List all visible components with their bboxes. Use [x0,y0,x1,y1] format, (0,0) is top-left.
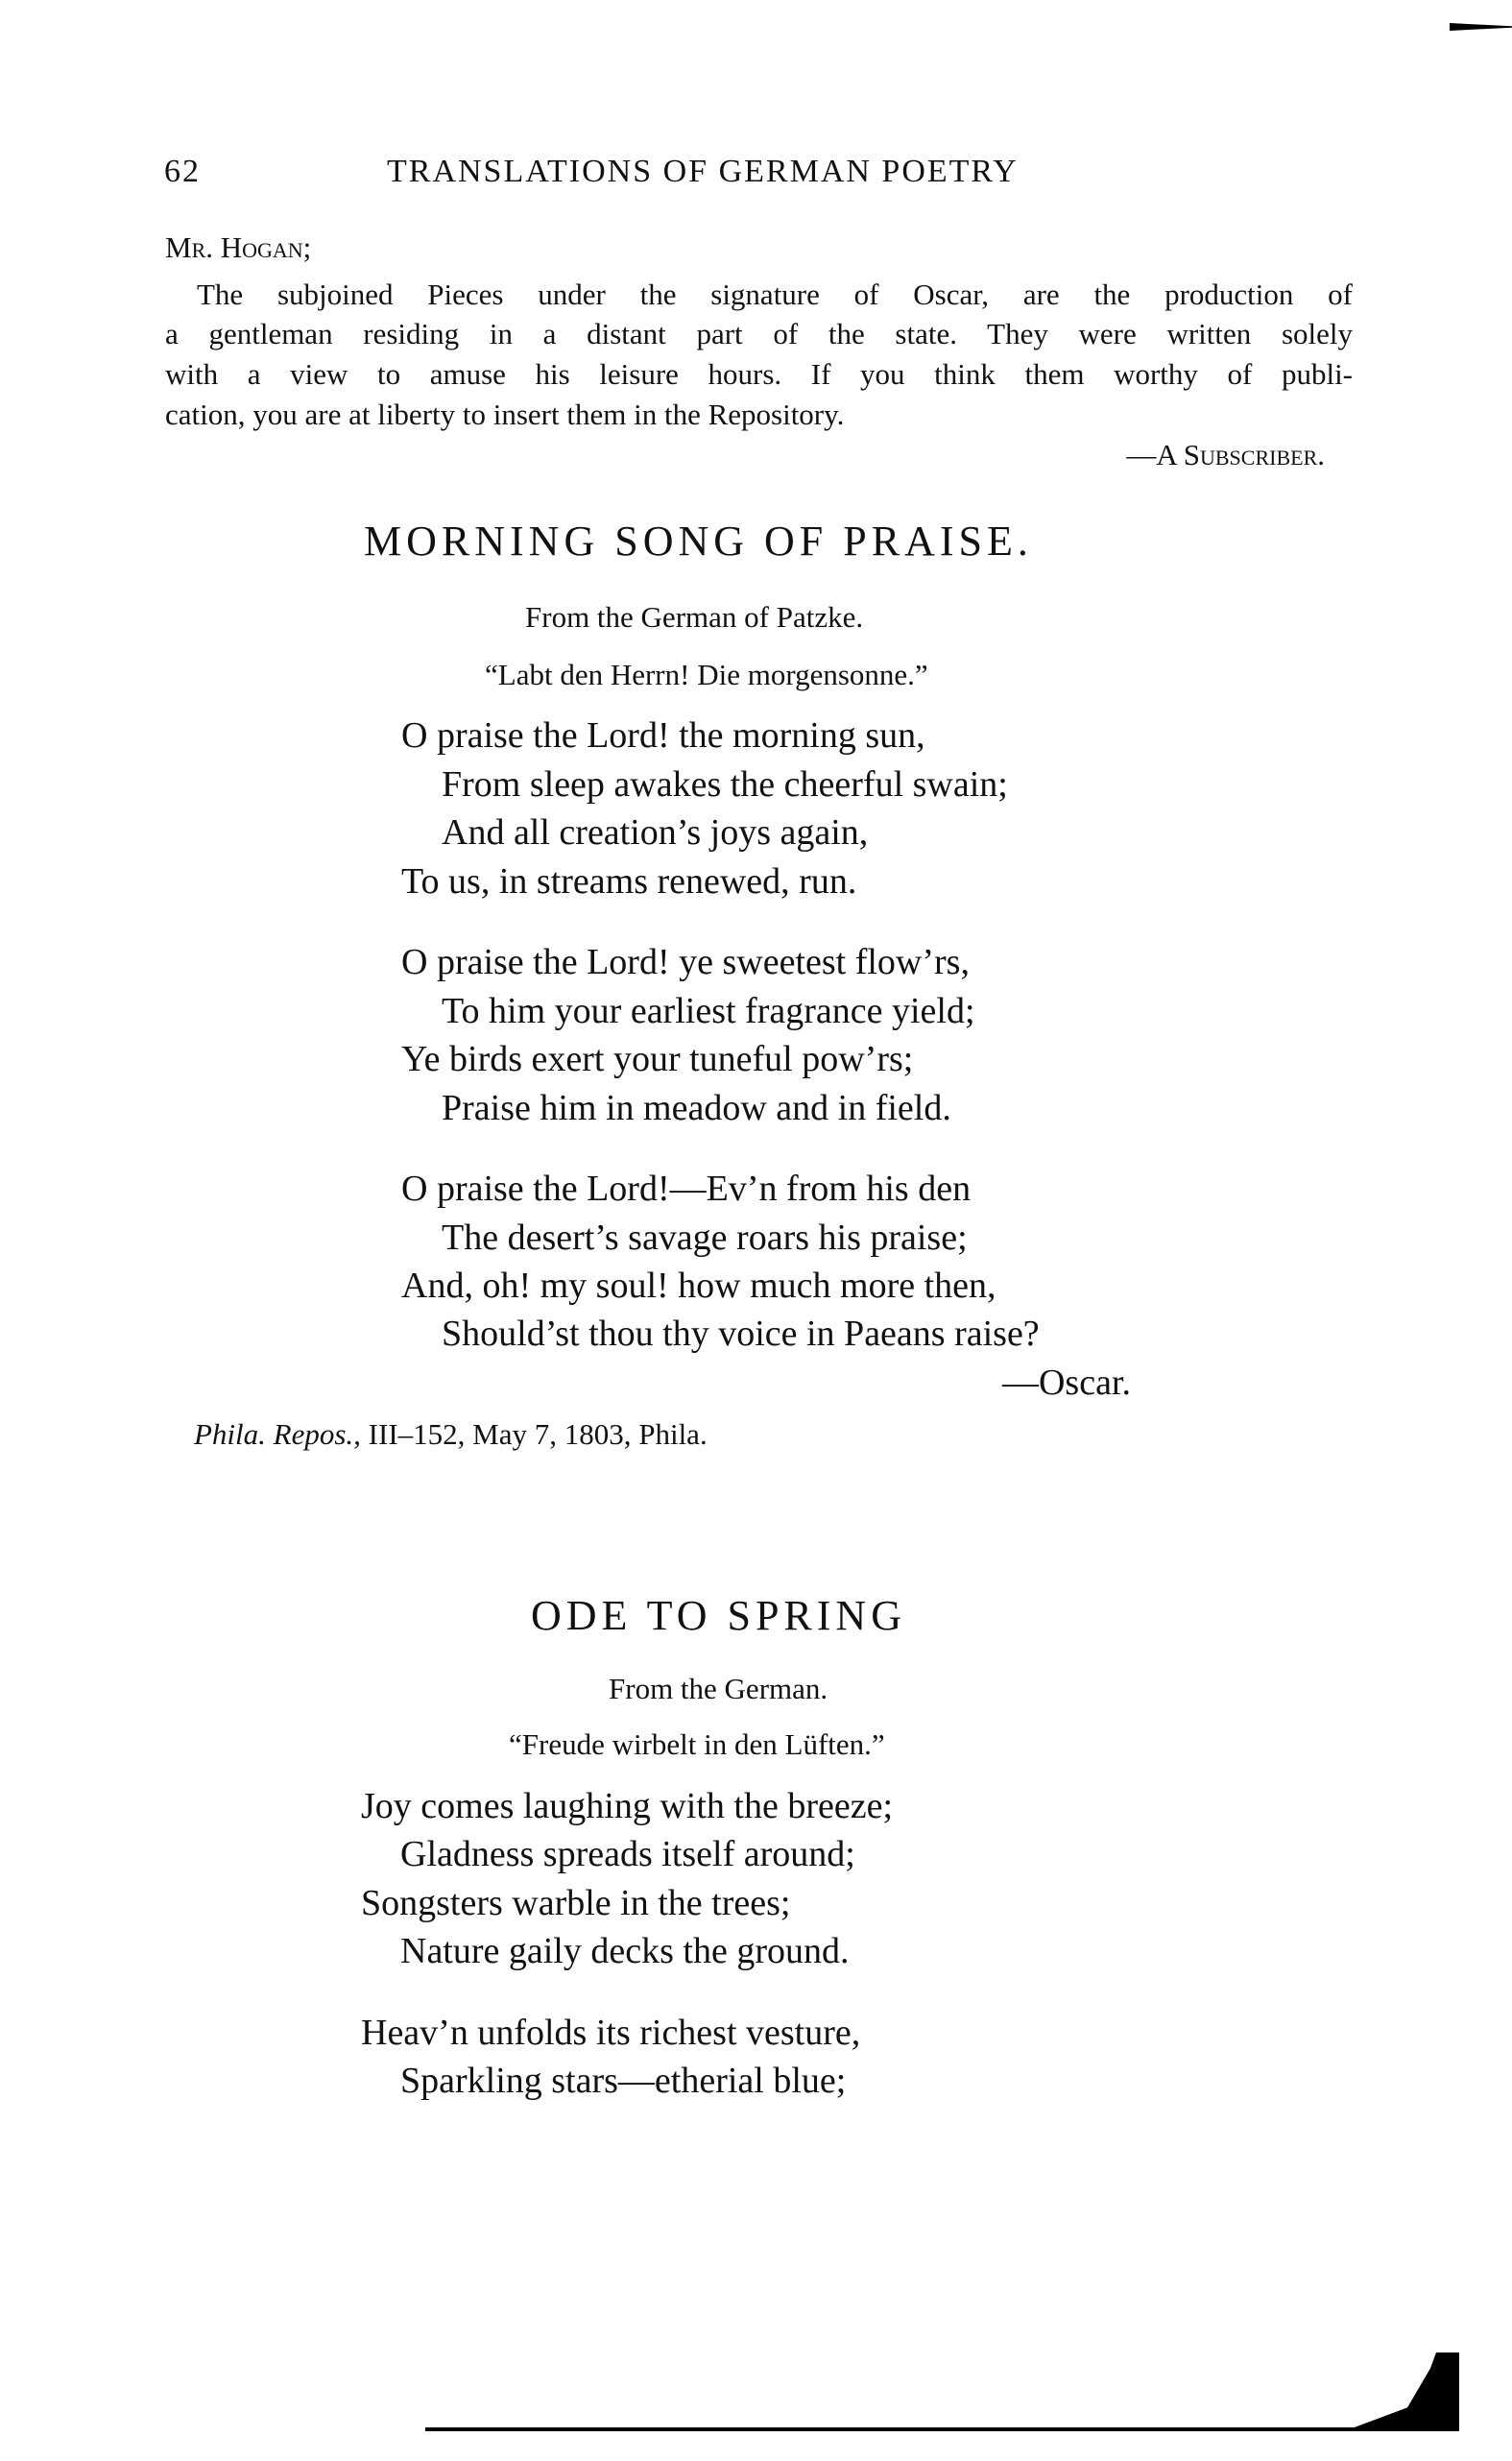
verse-line: Gladness spreads itself around; [400,1834,855,1874]
letter-salutation: Mr. Hogan; [165,230,312,264]
poem-source: From the German of Patzke. [525,600,864,634]
verse-line: Praise him in meadow and in field. [442,1088,951,1128]
poem-title: ODE TO SPRING [531,1592,906,1639]
verse-line: To him your earliest fragrance yield; [442,991,975,1031]
verse-line: Should’st thou thy voice in Paeans raise? [442,1314,1040,1354]
verse-line: Joy comes laughing with the breeze; [361,1786,894,1826]
verse-line: To us, in streams renewed, run. [401,861,857,902]
verse-line: And, oh! my soul! how much more then, [401,1266,996,1306]
verse-line: From sleep awakes the cheerful swain; [442,764,1008,805]
verse-line: Heav’n unfolds its richest vesture, [361,2013,861,2053]
verse-line: Nature gaily decks the ground. [400,1931,850,1971]
poem-source: From the German. [609,1672,828,1705]
page-number: 62 [164,154,201,189]
running-title: TRANSLATIONS OF GERMAN POETRY [387,154,1019,189]
citation [194,1419,708,1449]
letter-line: a gentleman residing in a distant part of the state. They were written solely [165,317,1353,350]
verse-line: O praise the Lord! ye sweetest flow’rs, [401,942,970,982]
poem-signature: —Oscar. [1001,1363,1131,1403]
citation-journal: Phila. Repos., [194,1417,361,1451]
verse-line: And all creation’s joys again, [442,812,869,853]
poem-title: MORNING SONG OF PRAISE. [364,518,1033,565]
letter-line: with a view to amuse his leisure hours. If you think them worthy of publi- [165,357,1353,391]
citation-details: III–152, May 7, 1803, Phila. [360,1417,708,1451]
poem-first-line-german: “Freude wirbelt in den Lüften.” [509,1727,885,1761]
verse-line: Ye birds exert your tuneful pow’rs; [401,1039,914,1079]
verse-line: O praise the Lord! the morning sun, [401,715,925,756]
scan-mark-top [1450,23,1512,31]
letter-signature: —A Subscriber. [1126,438,1325,471]
verse-line: O praise the Lord!—Ev’n from his den [401,1169,972,1209]
scan-edge-bottom [425,2427,1452,2431]
scan-mark-bottom [1344,2352,1459,2431]
verse-line: The desert’s savage roars his praise; [442,1218,968,1258]
verse-line: Sparkling stars—etherial blue; [400,2061,847,2101]
poem-first-line-german: “Labt den Herrn! Die morgensonne.” [485,658,928,691]
letter-line: cation, you are at liberty to insert them in the Repository. [165,398,845,431]
letter-line: The subjoined Pieces under the signature of Oscar, are the production of [197,277,1353,311]
verse-line: Songsters warble in the trees; [361,1883,791,1923]
